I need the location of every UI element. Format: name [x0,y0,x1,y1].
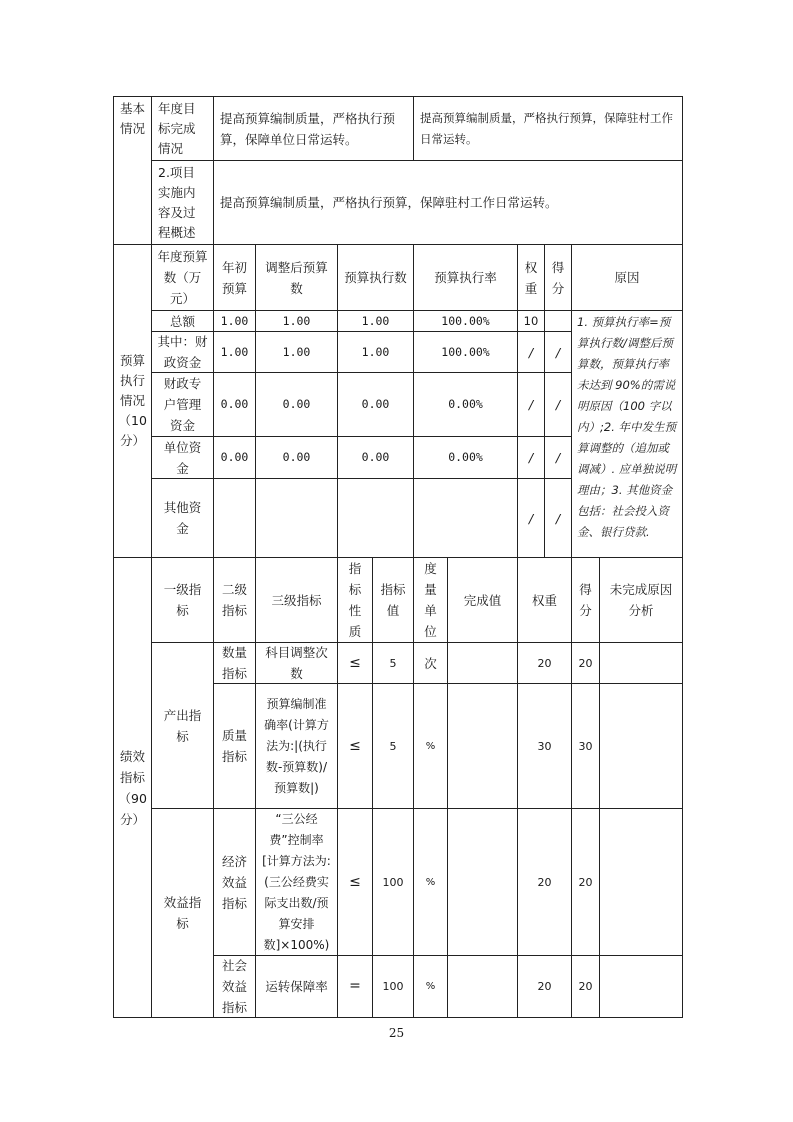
header-text: 度量单位 [424,561,437,639]
budget-row-executed [337,372,414,437]
cell-text: 其中：财政资金 [157,334,208,370]
content-label [151,160,214,245]
cell-text: % [425,981,436,992]
cell-text: 1.00 [361,344,390,359]
header-text: 一级指标 [163,582,202,618]
performance-section-label-text: 绩效指标（90分） [118,748,147,827]
cell-text: 100 [382,875,404,889]
budget-row-weight [517,310,545,332]
goal-planned [213,96,414,161]
cell-text: ≤ [349,737,361,754]
cell-text: 5 [389,739,397,753]
budget-row-executed [337,436,414,479]
cell-text: 运转保障率 [265,979,328,994]
goal-planned-text: 提高预算编制质量，严格执行预算，保障单位日常运转。 [220,110,396,147]
content-text-value: 提高预算编制质量，严格执行预算，保障驻村工作日常运转。 [220,195,558,210]
cell-text: 5 [389,656,397,670]
header-text: 得分 [579,582,592,618]
budget-row-initial [213,331,256,373]
cell-text: = [349,978,361,994]
header-text: 年度预算数（万元） [157,249,208,306]
budget-row-name [151,372,214,437]
perf-row-level3 [255,642,338,684]
cell-text: 100 [382,980,404,993]
cell-text: ≤ [349,654,361,671]
budget-row-weight [517,331,545,373]
perf-header-level2 [213,557,256,643]
cell-text: 数量指标 [221,645,247,681]
perf-row-level2 [213,642,256,684]
budget-section-label-text: 预算执行情况（10分） [118,353,147,448]
perf-header-value [372,557,414,643]
budget-header-rate [413,244,518,311]
cell-text: 20 [537,980,552,993]
cell-text: 社会效益指标 [221,958,247,1015]
basic-section-label [113,96,152,245]
budget-row-initial [213,478,256,558]
perf-header-reason [599,557,683,643]
perf-row-nature [337,955,373,1018]
perf-header-nature [337,557,373,643]
perf-row-score [571,642,600,684]
perf-row-nature [337,808,373,956]
budget-row-executed [337,310,414,332]
perf-row-level3 [255,955,338,1018]
perf-row-reason [599,642,683,684]
cell-text: 0.00 [361,397,390,411]
cell-text: 预算编制准确率(计算方法为:|(执行数-预算数)/预算数|) [264,696,329,795]
perf-header-weight [517,557,572,643]
perf-row-value [372,683,414,809]
cell-text: 效益指标 [163,895,202,931]
goal-label [151,96,214,161]
perf-row-unit [413,808,448,956]
cell-text: 1.00 [220,344,249,359]
budget-row-name [151,310,214,332]
perf-row-completed [447,955,518,1018]
perf-row-weight [517,808,572,956]
content-text [213,160,683,245]
cell-text: / [555,397,561,412]
perf-level1-benefit [151,808,214,1018]
cell-text: 0.00 [220,450,249,464]
header-text: 二级指标 [221,582,247,618]
budget-header-score [544,244,572,311]
cell-text: 产出指标 [163,707,202,744]
budget-row-score [544,478,572,558]
cell-text: 30 [578,739,593,753]
cell-text: 质量指标 [221,728,247,764]
budget-row-name [151,331,214,373]
perf-row-completed [447,642,518,684]
budget-row-rate [413,478,518,558]
goal-actual [413,96,683,161]
perf-row-reason [599,683,683,809]
header-text: 预算执行率 [434,270,497,285]
cell-text: 30 [537,739,552,753]
budget-row-name [151,478,214,558]
cell-text: 10 [523,313,539,328]
budget-row-executed [337,478,414,558]
perf-row-value [372,808,414,956]
perf-row-unit [413,683,448,809]
cell-text: 20 [578,980,593,993]
budget-header-initial [213,244,256,311]
cell-text: 财政专户管理资金 [163,376,202,433]
budget-header-reason [571,244,683,311]
perf-row-weight [517,955,572,1018]
budget-row-score [544,331,572,373]
budget-row-rate [413,372,518,437]
budget-row-rate [413,436,518,479]
perf-row-completed [447,683,518,809]
budget-row-weight [517,478,545,558]
header-text: 权重 [524,259,538,296]
perf-row-score [571,955,600,1018]
budget-reason-note-text: 1. 预算执行率=预算执行数/调整后预算数，预算执行率未达到 90%的需说明原因（100 字以内）;2. 年中发生预算调整的（追加或调减）. 应单独说明理由；3. 其他资金包括：社会投入资金、银行贷款. [577,315,677,539]
budget-row-initial [213,372,256,437]
cell-text: 其他资金 [163,500,202,536]
cell-text: % [425,876,436,888]
perf-row-level3 [255,808,338,956]
cell-text: / [555,450,561,465]
header-text: 三级指标 [271,592,322,608]
header-text: 完成值 [463,592,502,608]
perf-row-score [571,808,600,956]
cell-text: / [528,510,534,526]
perf-header-score [571,557,600,643]
cell-text: 次 [424,655,437,671]
cell-text: 1.00 [282,313,311,328]
cell-text: 0.00% [448,450,483,464]
perf-header-completed [447,557,518,643]
budget-row-executed [337,331,414,373]
budget-row-adjusted [255,331,338,373]
budget-row-adjusted [255,310,338,332]
cell-text: 20 [578,875,593,889]
cell-text: 总额 [169,313,195,329]
goal-actual-text: 提高预算编制质量，严格执行预算，保障驻村工作日常运转。 [420,110,673,146]
header-text: 指标性质 [348,561,362,639]
cell-text: / [555,344,561,360]
cell-text: ≤ [349,873,361,890]
cell-text: 1.00 [361,313,390,328]
perf-row-level2 [213,808,256,956]
header-text: 年初预算 [221,259,247,296]
cell-text: 100.00% [441,344,490,359]
perf-row-value [372,955,414,1018]
cell-text: 科目调整次数 [265,645,328,681]
basic-section-label-text: 基本情况 [119,101,145,136]
cell-text: 0.00% [448,397,483,411]
cell-text: 0.00 [282,397,311,411]
budget-section-label [113,244,152,558]
cell-text: / [528,450,534,465]
budget-row-score [544,310,572,332]
perf-row-value [372,642,414,684]
budget-row-adjusted [255,372,338,437]
cell-text: 0.00 [361,450,390,464]
cell-text: 20 [578,656,593,670]
perf-row-unit [413,642,448,684]
header-text: 指标值 [380,582,406,618]
budget-header-adjusted [255,244,338,311]
budget-header-weight [517,244,545,311]
budget-header-year [151,244,214,311]
budget-row-initial [213,436,256,479]
perf-header-unit [413,557,448,643]
perf-row-level3 [255,683,338,809]
cell-text: / [555,510,561,526]
budget-row-rate [413,331,518,373]
cell-text: 0.00 [282,450,311,464]
budget-header-executed [337,244,414,311]
budget-row-weight [517,436,545,479]
cell-text: 1.00 [282,344,311,359]
cell-text: 单位资金 [163,439,202,476]
perf-header-level1 [151,557,214,643]
header-text: 权重 [531,592,557,608]
cell-text: / [528,344,534,360]
perf-row-weight [517,642,572,684]
goal-label-text: 年度目标完成情况 [158,101,196,156]
header-text: 得分 [551,259,565,296]
cell-text: 0.00 [220,397,249,411]
content-label-text: 2.项目实施内容及过程概述 [158,165,196,240]
cell-text: 1.00 [220,313,249,328]
budget-row-score [544,436,572,479]
perf-row-nature [337,683,373,809]
cell-text: % [425,740,436,752]
page-number: 25 [388,1026,405,1040]
perf-row-nature [337,642,373,684]
cell-text: / [528,397,534,412]
cell-text: “三公经费”控制率[计算方法为:(三公经费实际支出数/预算安排数]×100%) [262,811,331,952]
perf-level1-output [151,642,214,809]
header-text: 预算执行数 [344,270,407,285]
perf-row-reason [599,808,683,956]
budget-row-weight [517,372,545,437]
perf-row-unit [413,955,448,1018]
perf-row-reason [599,955,683,1018]
budget-row-initial [213,310,256,332]
cell-text: 20 [537,875,552,889]
performance-section-label [113,557,152,1018]
cell-text: 100.00% [441,313,490,328]
cell-text: 20 [537,656,552,670]
budget-row-adjusted [255,436,338,479]
budget-row-score [544,372,572,437]
cell-text: 经济效益指标 [221,853,247,911]
perf-row-completed [447,808,518,956]
perf-row-level2 [213,683,256,809]
header-text: 未完成原因分析 [609,582,673,618]
perf-header-level3 [255,557,338,643]
perf-row-level2 [213,955,256,1018]
header-text: 调整后预算数 [265,259,328,296]
header-text: 原因 [614,270,640,285]
perf-row-weight [517,683,572,809]
budget-reason-note [571,310,683,558]
perf-row-score [571,683,600,809]
budget-row-adjusted [255,478,338,558]
budget-row-rate [413,310,518,332]
budget-row-name [151,436,214,479]
